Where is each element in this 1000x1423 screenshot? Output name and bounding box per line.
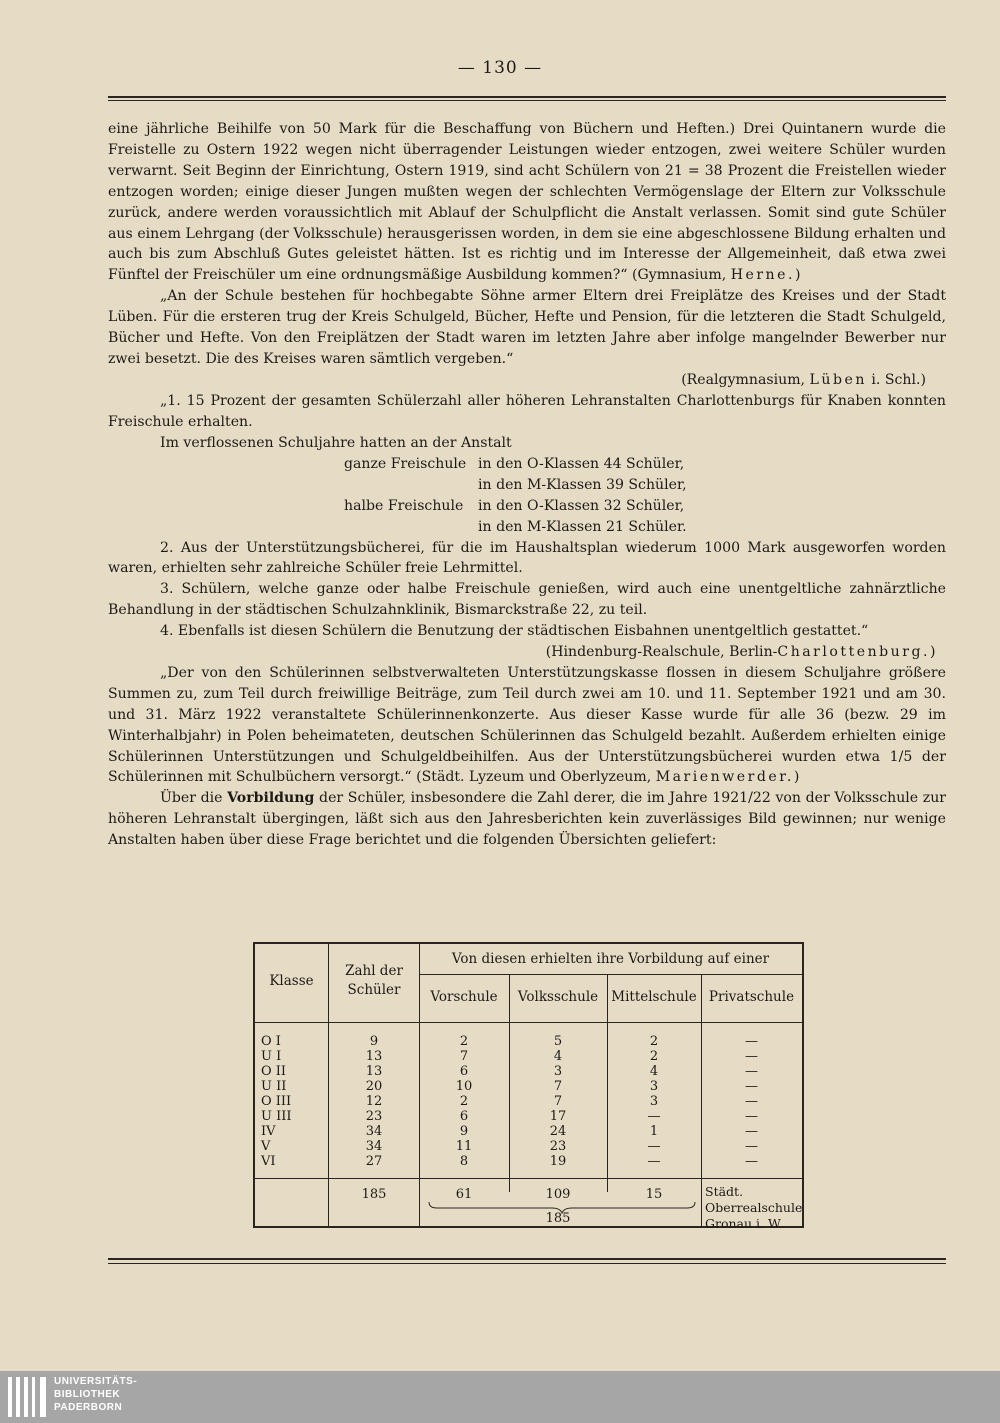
freischule-list	[108, 454, 946, 538]
cell-klasse: U I	[261, 1049, 282, 1064]
col-header-zahl: Zahl der Schüler	[345, 963, 403, 998]
cell-privatschule: —	[745, 1064, 758, 1079]
cell-zahl: 12	[365, 1094, 383, 1109]
cell-vorschule: 8	[459, 1154, 469, 1169]
col-header-group: Von diesen erhielten ihre Vorbildung auf einer	[451, 951, 770, 967]
place-name: Lüben	[809, 371, 867, 388]
cell-mittelschule: —	[647, 1139, 661, 1154]
cell-zahl: 20	[365, 1079, 383, 1094]
citation-text: i. Schl.)	[871, 371, 926, 388]
place-name: Charlottenburg.)	[777, 644, 938, 661]
paragraph	[108, 663, 946, 788]
paragraph	[108, 119, 946, 286]
footer-rule	[108, 1258, 946, 1260]
cell-privatschule: —	[745, 1079, 758, 1094]
paragraph-text: der Schüler, insbesondere die Zahl derer, die im Jahre 1921/22 von der Volksschule zur höheren Lehranstalt übergingen, läßt sich aus den Jahresberichten kein zuverlässiges Bild gewinnen; nur wenige Anstalten haben über diese Frage berichtet und die folgenden Übersichten geliefert:	[108, 790, 947, 849]
col-header-mittelschule: Mittelschule	[611, 989, 697, 1005]
col-header-klasse: Klasse	[269, 973, 314, 989]
cell-volksschule: 4	[553, 1049, 563, 1064]
total-sum: 185	[545, 1211, 571, 1226]
paragraph-text: Über die	[160, 790, 223, 807]
cell-privatschule: —	[745, 1154, 758, 1169]
cell-volksschule: 5	[553, 1034, 563, 1049]
cell-vorschule: 10	[455, 1079, 473, 1094]
col-header-vorschule: Vorschule	[430, 989, 498, 1005]
footer-rule-thin	[108, 1263, 946, 1264]
table-divider	[255, 1022, 802, 1023]
cell-zahl: 34	[365, 1124, 383, 1139]
list-item: in den M-Klassen 21 Schüler.	[478, 518, 687, 535]
col-header-volksschule: Volksschule	[517, 989, 599, 1005]
vorbildung-table	[253, 942, 804, 1231]
cell-volksschule: 7	[553, 1079, 563, 1094]
paragraph-text: der Schülerinnen mit Schulbüchern versorgt.“ (Städt. Lyzeum und Oberlyzeum,	[108, 748, 946, 786]
source-citation	[108, 370, 946, 391]
cell-mittelschule: 2	[649, 1034, 659, 1049]
cell-vorschule: 2	[459, 1034, 469, 1049]
total-mittelschule: 15	[645, 1187, 663, 1202]
cell-klasse: IV	[261, 1124, 276, 1139]
body-text	[108, 119, 946, 851]
cell-klasse: VI	[261, 1154, 276, 1169]
cell-zahl: 23	[365, 1109, 383, 1124]
table-source: Städt. Oberrealschule Gronau i. W.	[705, 1184, 803, 1231]
table-divider	[255, 1178, 802, 1179]
cell-vorschule: 2	[459, 1094, 469, 1109]
cell-mittelschule: 3	[649, 1094, 659, 1109]
fraction: 1/5	[889, 748, 913, 765]
cell-klasse: U III	[261, 1109, 292, 1124]
list-item: ganze Freischule	[344, 455, 467, 472]
cell-mittelschule: 3	[649, 1079, 659, 1094]
list-item: in den O-Klassen 32 Schüler,	[478, 497, 685, 514]
cell-privatschule: —	[745, 1139, 758, 1154]
cell-privatschule: —	[745, 1049, 758, 1064]
paragraph-text: „Der von den Schülerinnen selbstverwalteten Unterstützungskasse flossen in diesem Schuljahre größere Summen zu, zum Teil durch freiwillige Beiträge, zum Teil durch zwei am 10. und 11. September 1921 und am 30. und 31. März 1922 veranstaltete Schülerinnenkonzerte. Aus dieser Kasse wurde für alle 36 (bezw. 29 im Winterhalbjahr) in Polen beheimateten, deutschen Schülerinnen das Schulgeld bezahlt. Außerdem erhielten einige Schülerinnen Unterstützungen und Schulgeldbeihilfen. Aus der Unterstützungsbücherei wurden etwa	[108, 664, 946, 765]
cell-vorschule: 6	[459, 1064, 469, 1079]
paragraph: 3. Schülern, welche ganze oder halbe Freischule genießen, wird auch eine unentgeltliche zahnärztliche Behandlung in der städtischen Schulzahnklinik, Bismarckstraße 22, zu teil.	[108, 581, 946, 619]
cell-mittelschule: —	[647, 1109, 661, 1124]
cell-vorschule: 6	[459, 1109, 469, 1124]
cell-klasse: U II	[261, 1079, 287, 1094]
library-logo-text	[54, 1375, 137, 1414]
library-logo-icon	[8, 1377, 50, 1417]
cell-vorschule: 7	[459, 1049, 469, 1064]
col-header-privatschule: Privatschule	[708, 989, 795, 1005]
paragraph	[108, 788, 946, 851]
cell-vorschule: 9	[459, 1124, 469, 1139]
total-zahl: 185	[361, 1187, 387, 1202]
cell-zahl: 9	[369, 1034, 379, 1049]
emphasis: Vorbildung	[227, 790, 315, 807]
paragraph: „An der Schule bestehen für hochbegabte Söhne armer Eltern drei Freiplätze des Kreises und der Stadt Lüben. Für die ersteren trug der Kreis Schulgeld, Bücher, Hefte und Pension, für die letzteren die Stadt Schulgeld, Bücher und Hefte. Von den Freiplätzen der Stadt waren im letzten Jahre aber infolge mangelnder Bewerber nur zwei besetzt. Die des Kreises waren sämtlich vergeben.“	[108, 288, 946, 367]
list-item: in den M-Klassen 39 Schüler,	[478, 476, 687, 493]
cell-mittelschule: 4	[649, 1064, 659, 1079]
cell-zahl: 13	[365, 1049, 383, 1064]
table-divider	[328, 944, 329, 1226]
paragraph: „1. 15 Prozent der gesamten Schülerzahl aller höheren Lehranstalten Charlottenburgs für Knaben konnten Freischule erhalten.	[108, 392, 946, 430]
cell-volksschule: 24	[549, 1124, 567, 1139]
paragraph-text: eine jährliche Beihilfe von 50 Mark für die Beschaffung von Büchern und Heften.) Drei Quintanern wurde die Freistelle zu Ostern 1922 wegen nicht überragender Leistungen wieder entzogen, zwei weitere Schüler wurden verwarnt. Seit Beginn der Einrichtung, Ostern 1919, sind acht Schülern von 21 = 38 Prozent die Freistellen wieder entzogen worden; einige dieser Jungen mußten wegen der schlechten Vermögenslage der Eltern zur Volksschule zurück, andere werden voraussichtlich mit Ablauf der Schulpflicht die Anstalt verlassen. Somit sind gute Schüler aus einem Lehrgang (der Volksschule) herausgerissen worden, in dem sie eine abgeschlossene Bildung erhalten und auch bis zum Abschluß Gutes geleistet hätten. Ist es richtig und im Interesse der Allgemeinheit, daß etwa zwei Fünftel der Freischüler um eine ordnungsmäßige Ausbildung kommen?“ (Gymnasium,	[108, 121, 946, 284]
cell-zahl: 34	[365, 1139, 383, 1154]
citation-text: (Hindenburg-Realschule, Berlin-	[545, 644, 778, 661]
header-rule	[108, 96, 946, 98]
cell-privatschule: —	[745, 1094, 758, 1109]
cell-mittelschule: 1	[649, 1124, 659, 1139]
cell-volksschule: 19	[549, 1154, 567, 1169]
citation-text: (Realgymnasium,	[681, 371, 806, 388]
cell-klasse: V	[261, 1139, 271, 1154]
total-volksschule: 109	[545, 1187, 571, 1202]
place-name: Marienwerder.)	[655, 769, 802, 786]
cell-klasse: O III	[261, 1094, 292, 1109]
cell-vorschule: 11	[455, 1139, 473, 1154]
cell-klasse: O II	[261, 1064, 287, 1079]
cell-zahl: 27	[365, 1154, 383, 1169]
source-citation	[108, 642, 946, 663]
cell-zahl: 13	[365, 1064, 383, 1079]
paragraph: Im verflossenen Schuljahre hatten an der Anstalt	[160, 434, 512, 451]
logo-line: BIBLIOTHEK	[54, 1389, 121, 1400]
list-item: halbe Freischule	[344, 497, 464, 514]
cell-volksschule: 7	[553, 1094, 563, 1109]
logo-line: PADERBORN	[54, 1402, 123, 1413]
place-name: Herne.)	[730, 267, 803, 284]
cell-volksschule: 3	[553, 1064, 563, 1079]
paragraph: 2. Aus der Unterstützungsbücherei, für die im Haushaltsplan wiederum 1000 Mark ausgeworfen worden waren, erhielten sehr zahlreiche Schüler freie Lehrmittel.	[108, 539, 946, 577]
cell-mittelschule: —	[647, 1154, 661, 1169]
cell-klasse: O I	[261, 1034, 281, 1049]
cell-privatschule: —	[745, 1124, 758, 1139]
cell-volksschule: 23	[549, 1139, 567, 1154]
cell-mittelschule: 2	[649, 1049, 659, 1064]
header-rule-thin	[108, 100, 946, 101]
logo-line: UNIVERSITÄTS-	[54, 1376, 138, 1387]
library-logo-bar	[0, 1371, 1000, 1423]
cell-privatschule: —	[745, 1109, 758, 1124]
table-divider	[419, 974, 802, 975]
paragraph: 4. Ebenfalls ist diesen Schülern die Benutzung der städtischen Eisbahnen unentgeltlich gestattet.“	[160, 623, 869, 640]
cell-privatschule: —	[745, 1034, 758, 1049]
list-item: in den O-Klassen 44 Schüler,	[478, 455, 685, 472]
total-vorschule: 61	[455, 1187, 473, 1202]
cell-volksschule: 17	[549, 1109, 567, 1124]
page-number: — 130 —	[457, 58, 543, 78]
